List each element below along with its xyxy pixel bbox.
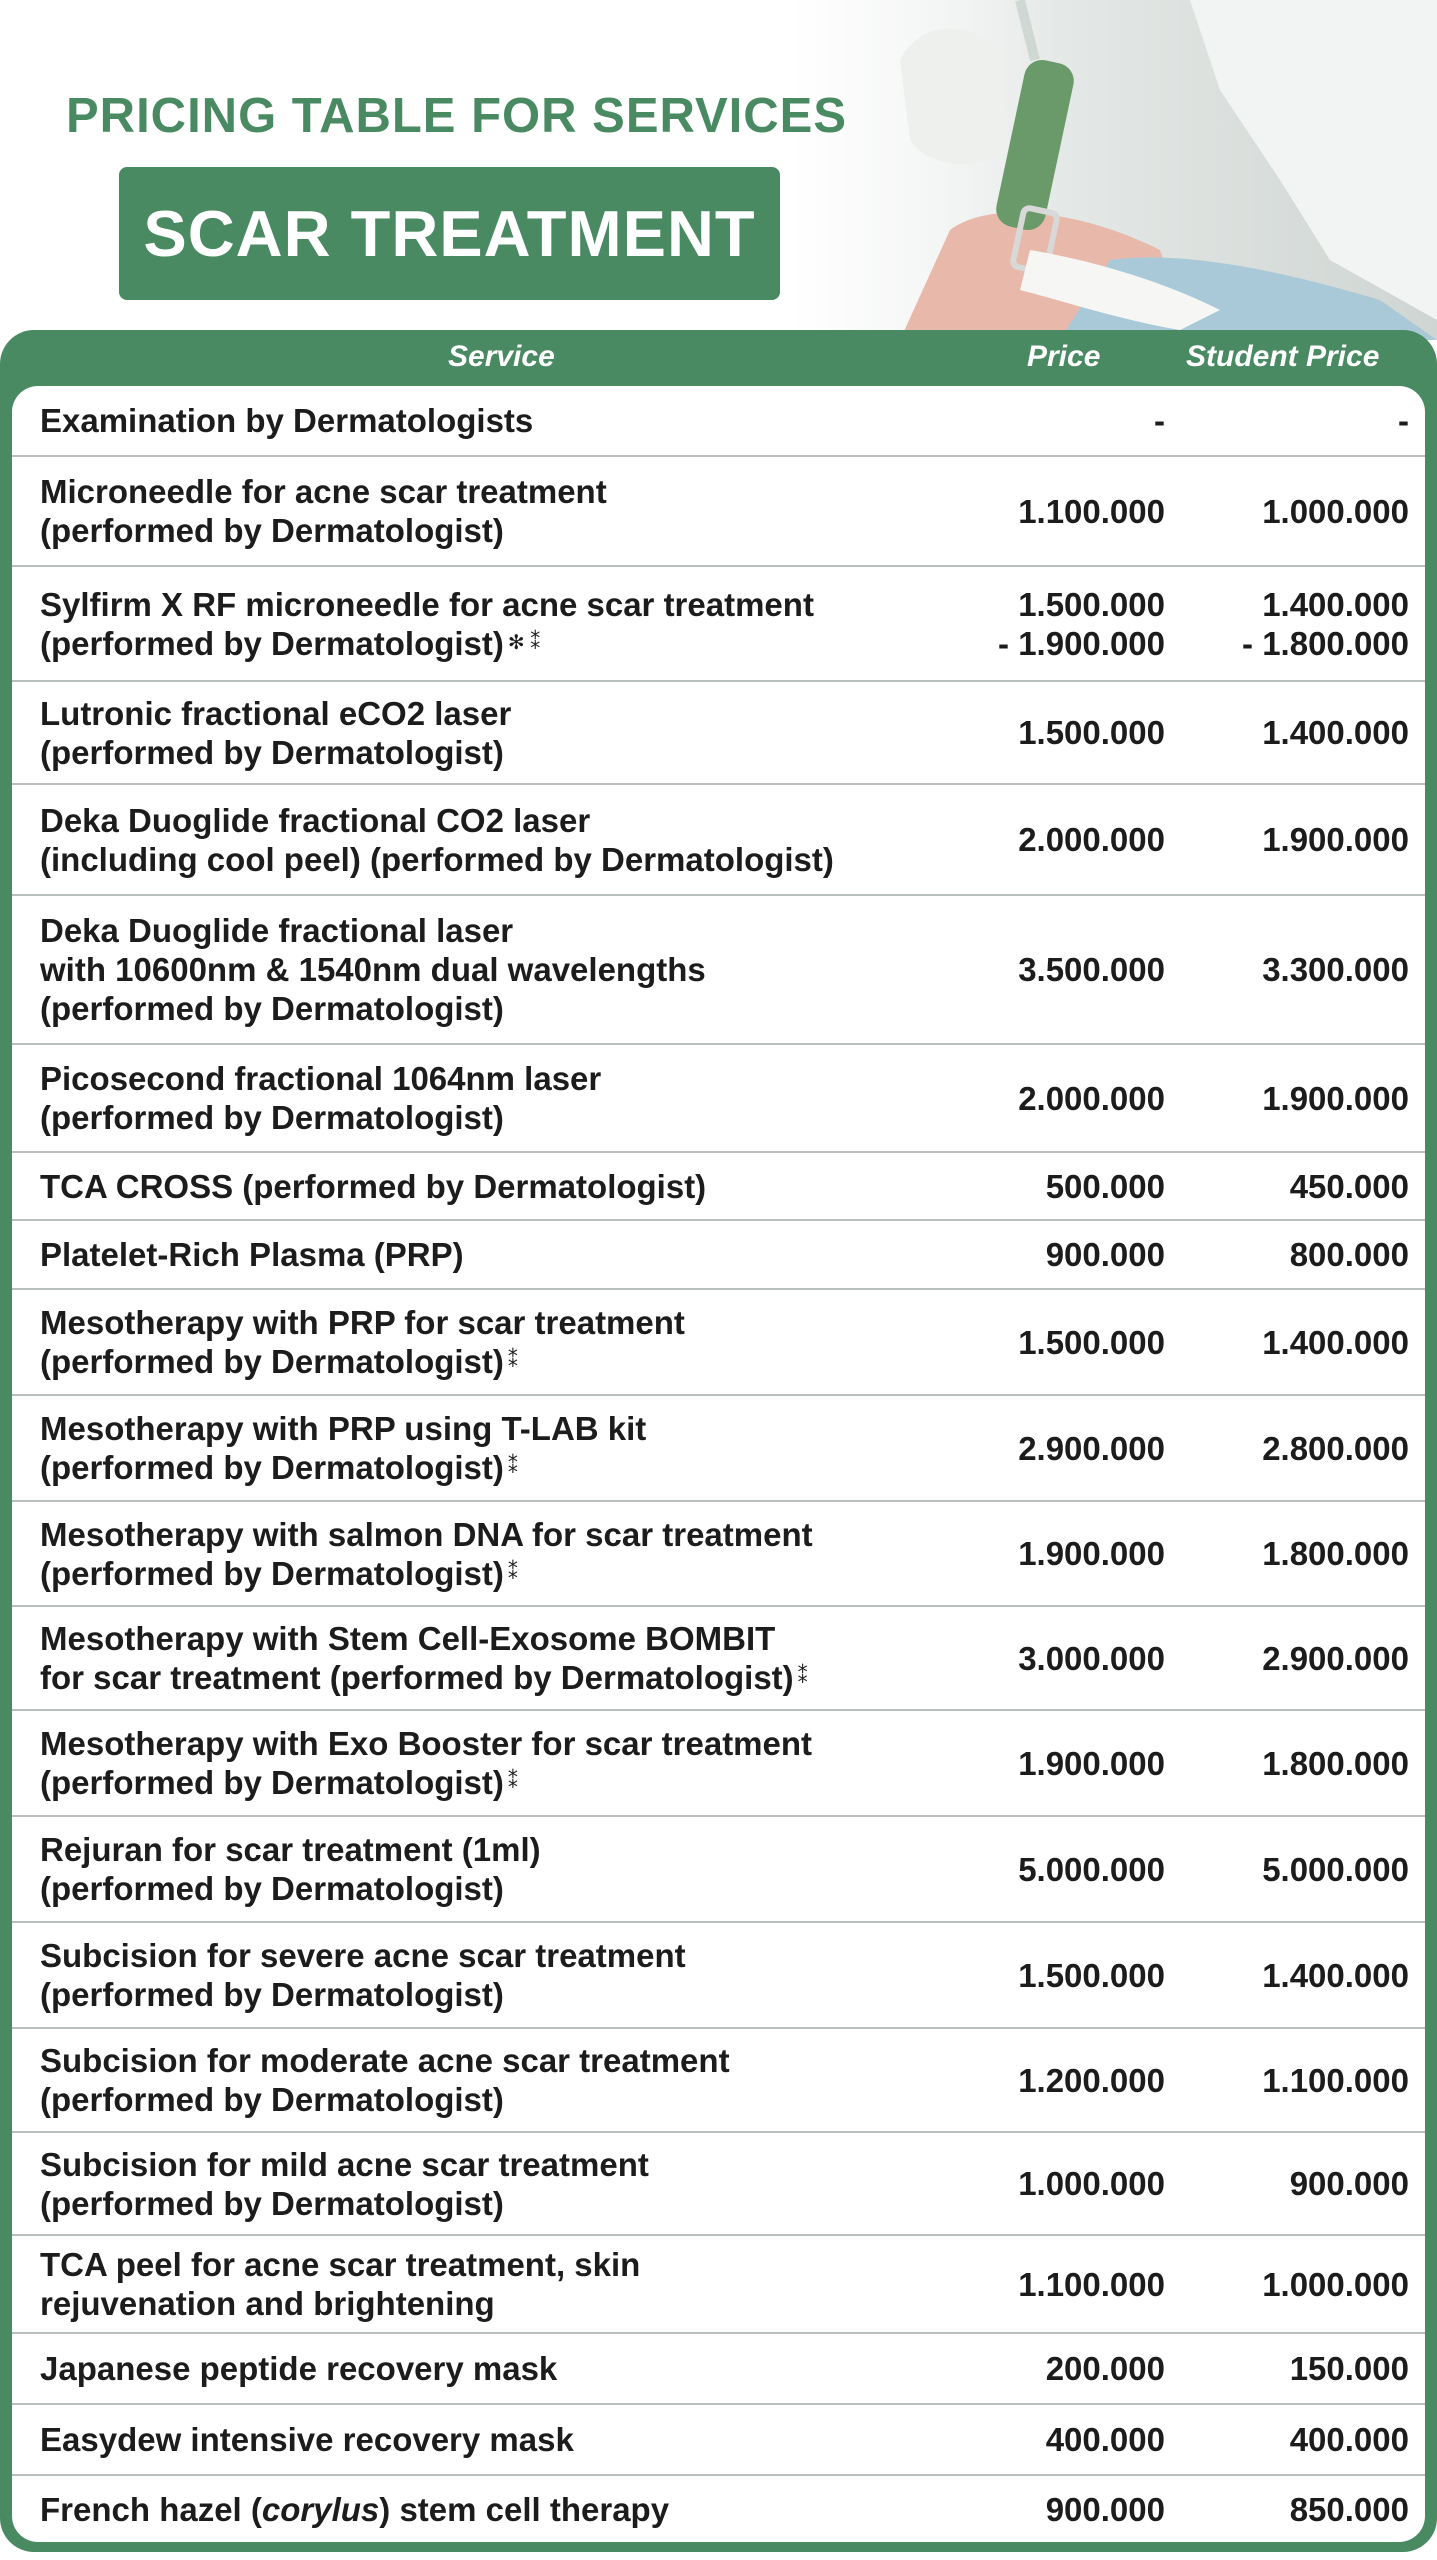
student-price-cell: 1.400.000 xyxy=(1262,714,1409,751)
service-cell xyxy=(40,896,960,1043)
service-name: Deka Duoglide fractional laser with 10600nm & 1540nm dual wavelengths (performed by Dermatologist) xyxy=(40,912,706,1027)
laser-treatment-photo xyxy=(860,0,1437,340)
service-cell xyxy=(40,2236,960,2332)
service-cell xyxy=(40,457,960,565)
title-badge xyxy=(119,167,780,300)
student-price-cell: 1.900.000 xyxy=(1262,1079,1409,1117)
service-name: Mesotherapy with PRP for scar treatment (performed by Dermatologist) ⁑ xyxy=(40,1304,685,1380)
service-name-part: French hazel ( xyxy=(40,2490,262,2528)
student-price-cell: 400.000 xyxy=(1289,2421,1409,2458)
table-row xyxy=(12,2236,1425,2334)
table-row xyxy=(12,2476,1425,2542)
service-cell xyxy=(40,785,960,894)
service-name: Mesotherapy with salmon DNA for scar treatment (performed by Dermatologist) ⁑ xyxy=(40,1515,813,1592)
price-cell: 1.100.000 xyxy=(1018,2265,1165,2303)
service-name: Easydew intensive recovery mask xyxy=(40,2421,574,2458)
footnote-marker: ⁑ xyxy=(797,1666,808,1688)
table-row xyxy=(12,2405,1425,2476)
service-cell xyxy=(40,682,960,783)
service-cell xyxy=(40,1923,960,2027)
page-title: SCAR TREATMENT xyxy=(143,197,756,270)
student-price-cell: 1.400.000 - 1.800.000 xyxy=(1242,585,1409,662)
price-cell: 1.500.000 xyxy=(1018,1956,1165,1994)
service-cell xyxy=(40,1045,960,1151)
hero-banner xyxy=(0,0,1437,340)
student-price-cell: 1.000.000 xyxy=(1262,2265,1409,2303)
price-cell: 1.900.000 xyxy=(1018,1744,1165,1782)
student-price-cell: 450.000 xyxy=(1289,1167,1409,1205)
price-cell: 2.000.000 xyxy=(1018,821,1165,858)
service-cell xyxy=(40,1221,960,1288)
service-cell xyxy=(40,1153,960,1219)
footnote-marker: ⁑ xyxy=(507,1561,518,1584)
price-cell: 500.000 xyxy=(1045,1167,1165,1205)
pricing-table-body xyxy=(12,386,1425,2542)
price-cell: 2.900.000 xyxy=(1018,1429,1165,1467)
price-cell: 1.000.000 xyxy=(1018,2165,1165,2202)
service-cell xyxy=(40,2405,960,2474)
service-name: Sylfirm X RF microneedle for acne scar treatment (performed by Dermatologist) ✻ ⁑ xyxy=(40,585,814,662)
service-name: Examination by Dermatologists xyxy=(40,402,534,439)
price-cell: 1.500.000 xyxy=(1018,714,1165,751)
service-cell xyxy=(40,2476,960,2542)
table-row xyxy=(12,1607,1425,1711)
service-name: Mesotherapy with Stem Cell-Exosome BOMBIT for scar treatment (performed by Dermatologist) ⁑ xyxy=(40,1620,808,1696)
service-cell xyxy=(40,1396,960,1500)
student-price-cell: 1.100.000 xyxy=(1262,2061,1409,2099)
table-row xyxy=(12,1396,1425,1502)
price-cell: 1.200.000 xyxy=(1018,2061,1165,2099)
service-name: TCA CROSS (performed by Dermatologist) xyxy=(40,1167,707,1205)
table-row xyxy=(12,1711,1425,1817)
table-row xyxy=(12,682,1425,785)
table-row xyxy=(12,1221,1425,1290)
student-price-cell: 800.000 xyxy=(1289,1236,1409,1273)
price-cell: 3.500.000 xyxy=(1018,951,1165,988)
column-header-student-price: Student Price xyxy=(1186,340,1380,373)
price-cell: 1.500.000 - 1.900.000 xyxy=(998,585,1165,662)
footnote-marker: ⁑ xyxy=(507,1771,518,1793)
footnote-marker: ✻ ⁑ xyxy=(507,631,541,654)
service-name: Rejuran for scar treatment (1ml) (performed by Dermatologist) xyxy=(40,1831,541,1907)
service-cell xyxy=(40,2334,960,2403)
column-header-service: Service xyxy=(448,340,555,373)
student-price-cell: 150.000 xyxy=(1289,2350,1409,2387)
student-price-cell: 900.000 xyxy=(1289,2165,1409,2202)
service-cell xyxy=(40,386,960,455)
service-name-italic: corylus xyxy=(261,2490,380,2528)
pricing-kicker: PRICING TABLE FOR SERVICES xyxy=(66,89,848,143)
student-price-cell: - xyxy=(1398,402,1409,439)
service-cell xyxy=(40,2029,960,2131)
service-name: Subcision for moderate acne scar treatment (performed by Dermatologist) xyxy=(40,2042,730,2118)
price-cell: 900.000 xyxy=(1045,2490,1165,2528)
table-row xyxy=(12,386,1425,457)
price-cell: 2.000.000 xyxy=(1018,1079,1165,1117)
service-cell xyxy=(40,1502,960,1605)
table-row xyxy=(12,785,1425,896)
service-name: TCA peel for acne scar treatment, skin rejuvenation and brightening xyxy=(40,2246,641,2322)
service-name-part: ) stem cell therapy xyxy=(379,2490,670,2528)
price-cell: 3.000.000 xyxy=(1018,1639,1165,1677)
service-name: Picosecond fractional 1064nm laser (performed by Dermatologist) xyxy=(40,1060,602,1136)
table-row xyxy=(12,1923,1425,2029)
student-price-cell: 850.000 xyxy=(1289,2490,1409,2528)
student-price-cell: 1.400.000 xyxy=(1262,1956,1409,1994)
price-cell: 1.100.000 xyxy=(1018,492,1165,530)
price-cell: - xyxy=(1154,402,1165,439)
service-cell xyxy=(40,1290,960,1394)
table-row xyxy=(12,2334,1425,2405)
student-price-cell: 1.800.000 xyxy=(1262,1744,1409,1782)
table-header xyxy=(0,330,1437,386)
service-name: Mesotherapy with Exo Booster for scar treatment (performed by Dermatologist) ⁑ xyxy=(40,1725,813,1801)
table-row xyxy=(12,1045,1425,1153)
price-cell: 200.000 xyxy=(1045,2350,1165,2387)
table-row xyxy=(12,457,1425,567)
student-price-cell: 2.900.000 xyxy=(1262,1639,1409,1677)
service-name: Subcision for mild acne scar treatment (performed by Dermatologist) xyxy=(40,2145,649,2222)
service-name xyxy=(40,2490,669,2529)
table-row xyxy=(12,2133,1425,2236)
service-name: Mesotherapy with PRP using T-LAB kit (performed by Dermatologist) ⁑ xyxy=(40,1410,647,1486)
service-name: Lutronic fractional eCO2 laser (performed by Dermatologist) xyxy=(40,694,512,771)
student-price-cell: 2.800.000 xyxy=(1262,1429,1409,1467)
service-name: Subcision for severe acne scar treatment (performed by Dermatologist) xyxy=(40,1937,686,2013)
price-cell: 1.900.000 xyxy=(1018,1535,1165,1572)
price-cell: 1.500.000 xyxy=(1018,1323,1165,1361)
service-cell xyxy=(40,567,960,680)
student-price-cell: 1.000.000 xyxy=(1262,492,1409,530)
column-header-price: Price xyxy=(1027,340,1101,373)
footnote-marker: ⁑ xyxy=(507,1350,518,1372)
service-name: Platelet-Rich Plasma (PRP) xyxy=(40,1236,464,1273)
service-cell xyxy=(40,1711,960,1815)
table-row xyxy=(12,1153,1425,1221)
table-row xyxy=(12,1502,1425,1607)
service-cell xyxy=(40,1607,960,1709)
table-row xyxy=(12,1290,1425,1396)
student-price-cell: 1.400.000 xyxy=(1262,1323,1409,1361)
price-cell: 900.000 xyxy=(1045,1236,1165,1273)
student-price-cell: 3.300.000 xyxy=(1262,951,1409,988)
service-name: Deka Duoglide fractional CO2 laser (including cool peel) (performed by Dermatologist) xyxy=(40,801,834,878)
service-cell xyxy=(40,2133,960,2234)
service-name: Japanese peptide recovery mask xyxy=(40,2350,558,2387)
student-price-cell: 1.800.000 xyxy=(1262,1535,1409,1572)
table-row xyxy=(12,896,1425,1045)
student-price-cell: 5.000.000 xyxy=(1262,1850,1409,1888)
service-name: Microneedle for acne scar treatment (performed by Dermatologist) xyxy=(40,473,607,549)
price-cell: 5.000.000 xyxy=(1018,1850,1165,1888)
table-row xyxy=(12,2029,1425,2133)
student-price-cell: 1.900.000 xyxy=(1262,821,1409,858)
service-cell xyxy=(40,1817,960,1921)
table-row xyxy=(12,1817,1425,1923)
footnote-marker: ⁑ xyxy=(507,1456,518,1478)
table-row xyxy=(12,567,1425,682)
price-cell: 400.000 xyxy=(1045,2421,1165,2458)
